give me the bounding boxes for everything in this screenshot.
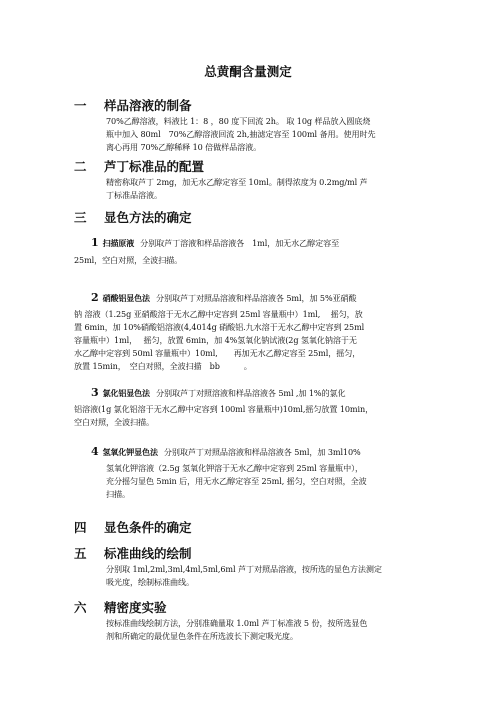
text-line: 分别取芦丁溶液和样品溶液各 1ml，加无水乙醇定容至 (140, 238, 340, 248)
text-line: 充分摇匀显色 5min 后，用无水乙醇定容至 25ml, 摇匀，空白对照，全波 (106, 476, 367, 486)
section-number: 六 (74, 600, 87, 615)
section-title: 精密度实验 (104, 600, 167, 615)
text-line: 分别取芦丁对照品溶液和样品溶液各 5ml，加 3ml10% (163, 447, 361, 457)
section-5-heading (74, 544, 192, 562)
subsection-1 (91, 236, 339, 250)
text-line: 氢氧化钾溶液（2.5g 氢氧化钾溶于无水乙醇中定容到 25ml 容量瓶中）， (106, 463, 364, 473)
section-6-heading (74, 598, 167, 616)
subsection-number: 2 (91, 291, 99, 304)
text-line: 铝溶液(1g 氯化铝溶于无水乙醇中定容到 100ml 容量瓶中)10ml,摇匀放置 10min， (74, 404, 374, 414)
text-line: 精密称取芦丁 2mg，加无水乙醇定容至 10ml。制得浓度为 0.2mg/ml 芦 (106, 177, 368, 187)
text-line: 分别取 1ml,2ml,3ml,4ml,5ml,6ml 芦丁对照品溶液，按所选的显色方法测定 (106, 564, 382, 574)
text-line: 置 6min，加 10%硝酸铝溶液(4,4014g 硝酸铝.九水溶于无水乙醇中定容到 25ml (74, 322, 365, 332)
section-number: 三 (74, 210, 87, 225)
subsection-label: 氯化铝显色法 (102, 388, 150, 398)
section-6-body (106, 617, 367, 643)
subsection-3 (91, 386, 346, 400)
subsection-4 (91, 445, 361, 459)
subsection-label: 扫描原液 (102, 238, 135, 248)
section-5-body (106, 563, 382, 589)
section-1-heading (74, 96, 192, 114)
subsection-label: 硝酸铝显色法 (102, 293, 150, 303)
text-line: 70%乙醇溶液，料液比 1：8 ，80 度下回流 2h。 取 10g 样品放入圆底烧 (106, 116, 371, 126)
text-line: 容量瓶中）1ml， 摇匀，放置 6min，加 4%氢氧化钠试液(2g 氢氧化钠溶于无 (74, 335, 357, 345)
text-line: 空白对照，全波扫描。 (74, 417, 154, 427)
section-title: 标准曲线的绘制 (104, 546, 192, 561)
section-number: 四 (74, 520, 87, 535)
text-line: 扫描。 (106, 489, 130, 499)
text-line: 吸光度，绘制标准曲线。 (106, 577, 194, 587)
text-line: 按标准曲线绘制方法，分别准确量取 1.0ml 芦丁标准液 5 份，按所选显色 (106, 618, 368, 628)
text-line: 分别取芦丁对照溶液和样品溶液各 5ml ,加 1%的氯化 (155, 388, 346, 398)
subsection-3-cont (74, 403, 373, 429)
text-line: 钠 溶液（1.25g 亚硝酸溶于无水乙醇中定容到 25ml 容量瓶中）1ml, 摇匀，放 (74, 309, 363, 319)
text-line: 瓶中加入 80ml 70%乙醇溶液回流 2h,抽滤定容至 100ml 备用。使用时先 (106, 129, 376, 139)
section-number: 二 (74, 159, 87, 174)
subsection-number: 1 (91, 236, 99, 249)
subsection-2 (91, 291, 357, 305)
document-title: 总黄酮含量测定 (204, 64, 292, 79)
section-4-heading (74, 518, 192, 536)
section-title: 显色方法的确定 (104, 210, 192, 225)
subsection-number: 4 (91, 445, 99, 458)
subsection-number: 3 (91, 386, 99, 399)
subsection-label: 氢氧化钾显色法 (102, 447, 158, 457)
section-2-heading (74, 157, 204, 175)
subsection-1-cont (74, 254, 182, 267)
section-number: 五 (74, 546, 87, 561)
text-line: 水乙醇中定容到 50ml 容量瓶中）10ml, 再加无水乙醇定容至 25ml，摇匀， (74, 348, 361, 358)
text-line: 25ml，空白对照，全波扫描。 (74, 255, 183, 265)
text-line: 丁标准品溶液。 (106, 190, 162, 200)
subsection-2-cont (74, 308, 364, 373)
section-number: 一 (74, 98, 87, 113)
text-line: 离心再用 70%乙醇稀释 10 倍做样品溶液。 (106, 142, 262, 152)
text-line: 放置 15min， 空白对照，全波扫描 bb 。 (74, 361, 252, 371)
section-title: 样品溶液的制备 (104, 98, 192, 113)
section-3-heading (74, 208, 192, 226)
text-line: 剂和所确定的最优显色条件在所选波长下测定吸光度。 (106, 631, 298, 641)
section-title: 显色条件的确定 (104, 520, 192, 535)
section-title: 芦丁标准品的配置 (104, 159, 205, 174)
text-line: 分别取芦丁对照品溶液和样品溶液各 5ml，加 5%亚硝酸 (155, 293, 357, 303)
subsection-4-cont (106, 462, 367, 501)
section-1-body (106, 115, 375, 154)
section-2-body (106, 176, 368, 202)
